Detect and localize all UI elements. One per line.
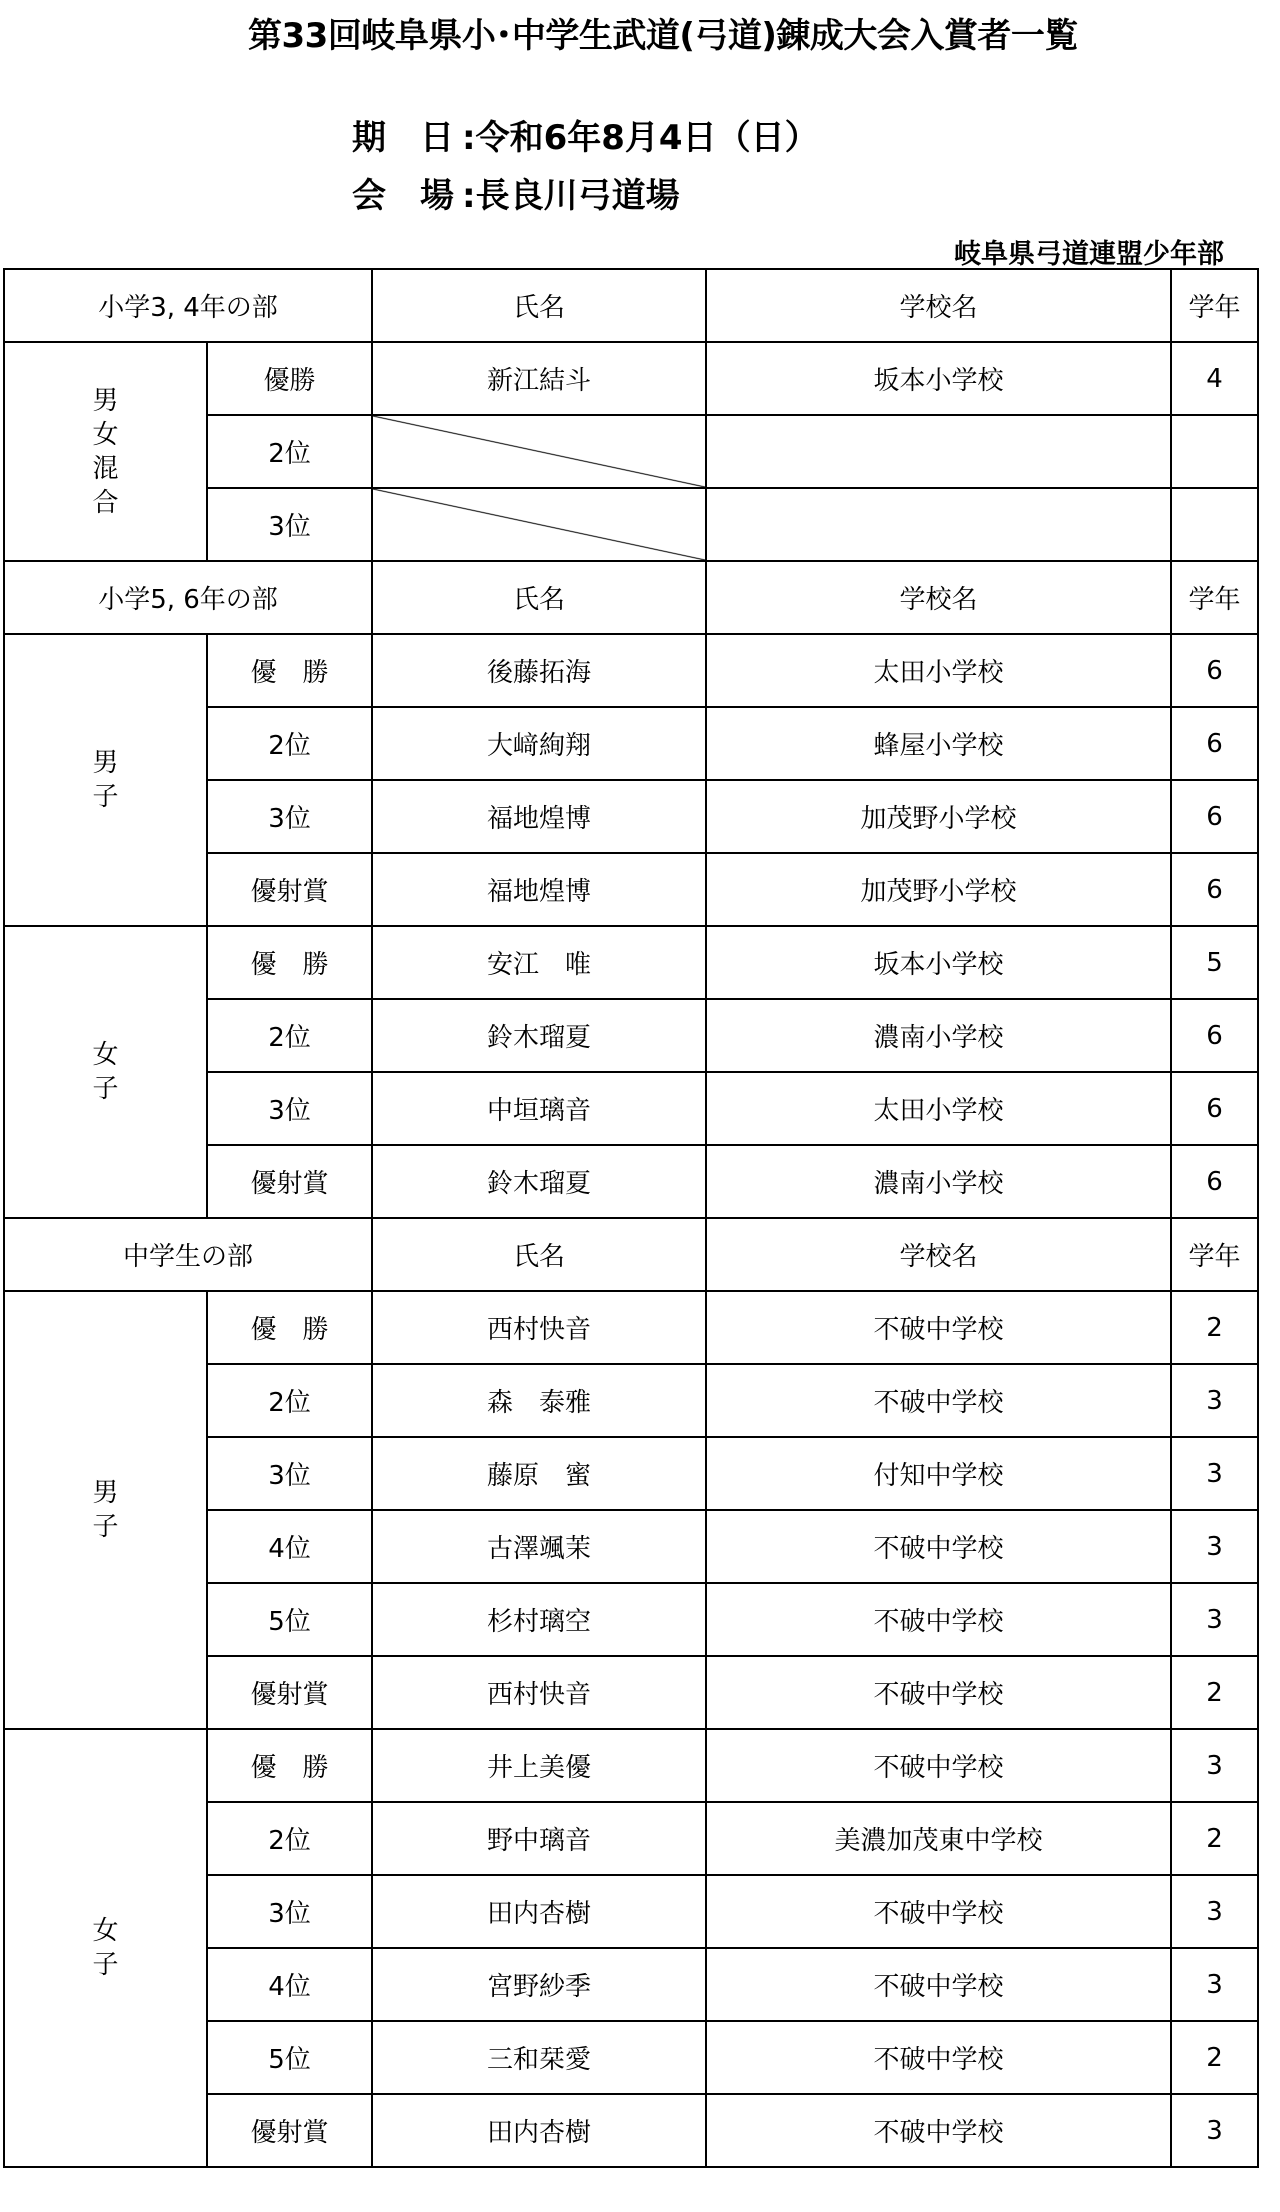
group-label-char: 子 [92, 782, 119, 812]
name-cell: 西村快音 [372, 1656, 706, 1729]
section-title: 小学3, 4年の部 [4, 269, 372, 342]
column-header-grade: 学年 [1171, 269, 1258, 342]
name-cell: 福地煌博 [372, 853, 706, 926]
school-cell: 不破中学校 [706, 1510, 1171, 1583]
name-cell: 鈴木瑠夏 [372, 999, 706, 1072]
school-cell: 太田小学校 [706, 634, 1171, 707]
name-cell: 大﨑絢翔 [372, 707, 706, 780]
grade-cell: 3 [1171, 1875, 1258, 1948]
column-header-school: 学校名 [706, 561, 1171, 634]
school-cell: 蜂屋小学校 [706, 707, 1171, 780]
group-label-char: 混 [92, 453, 119, 484]
name-cell: 宮野紗季 [372, 1948, 706, 2021]
school-cell: 不破中学校 [706, 1875, 1171, 1948]
grade-cell: 4 [1171, 342, 1258, 415]
group-label-char: 女 [92, 419, 119, 450]
grade-cell: 5 [1171, 926, 1258, 999]
school-cell: 濃南小学校 [706, 1145, 1171, 1218]
rank-cell: 優 勝 [207, 1291, 372, 1364]
school-cell: 付知中学校 [706, 1437, 1171, 1510]
school-cell: 不破中学校 [706, 1583, 1171, 1656]
rank-cell: 4位 [207, 1510, 372, 1583]
group-label-char: 合 [92, 487, 119, 518]
rank-cell: 5位 [207, 1583, 372, 1656]
grade-cell: 6 [1171, 780, 1258, 853]
grade-cell: 2 [1171, 1291, 1258, 1364]
name-cell: 野中璃音 [372, 1802, 706, 1875]
name-cell: 田内杏樹 [372, 2094, 706, 2167]
section-header-row [4, 1218, 1258, 1291]
rank-cell: 3位 [207, 780, 372, 853]
rank-cell: 優 勝 [207, 926, 372, 999]
group-label [4, 926, 207, 1218]
date-separator: : [462, 118, 476, 158]
section-title: 小学5, 6年の部 [4, 561, 372, 634]
event-venue [352, 168, 680, 217]
rank-cell: 2位 [207, 999, 372, 1072]
rank-cell: 3位 [207, 488, 372, 561]
grade-cell: 3 [1171, 1364, 1258, 1437]
rank-cell: 優射賞 [207, 1145, 372, 1218]
name-cell: 新江結斗 [372, 342, 706, 415]
grade-cell: 2 [1171, 1802, 1258, 1875]
group-label-char: 女 [92, 1916, 119, 1946]
grade-cell [1171, 488, 1258, 561]
grade-cell: 3 [1171, 1510, 1258, 1583]
rank-cell: 3位 [207, 1437, 372, 1510]
rank-cell: 2位 [207, 1364, 372, 1437]
group-label-char: 女 [92, 1040, 119, 1070]
name-cell [372, 488, 706, 561]
results-body [4, 269, 1258, 2167]
section-header-row [4, 269, 1258, 342]
venue-value: 長良川弓道場 [475, 176, 680, 216]
table-row [4, 1729, 1258, 1802]
column-header-grade: 学年 [1171, 1218, 1258, 1291]
group-label-char: 男 [92, 1478, 119, 1508]
name-cell: 井上美優 [372, 1729, 706, 1802]
grade-cell: 3 [1171, 2094, 1258, 2167]
name-cell: 福地煌博 [372, 780, 706, 853]
school-cell: 不破中学校 [706, 2021, 1171, 2094]
grade-cell: 3 [1171, 1437, 1258, 1510]
name-cell: 藤原 蜜 [372, 1437, 706, 1510]
name-cell: 田内杏樹 [372, 1875, 706, 1948]
name-cell: 三和栞愛 [372, 2021, 706, 2094]
organizer: 岐阜県弓道連盟少年部 [954, 239, 1224, 270]
table-row [4, 926, 1258, 999]
name-cell: 杉村璃空 [372, 1583, 706, 1656]
column-header-grade: 学年 [1171, 561, 1258, 634]
school-cell [706, 488, 1171, 561]
name-cell: 中垣璃音 [372, 1072, 706, 1145]
column-header-name: 氏名 [372, 561, 706, 634]
group-label [4, 634, 207, 926]
rank-cell: 優射賞 [207, 1656, 372, 1729]
table-row [4, 342, 1258, 415]
rank-cell: 優射賞 [207, 853, 372, 926]
group-label-char: 子 [92, 1512, 119, 1542]
group-label-char: 子 [92, 1074, 119, 1104]
grade-cell [1171, 415, 1258, 488]
page-title: 第33回岐阜県小･中学生武道(弓道)錬成大会入賞者一覧 [248, 16, 1078, 56]
grade-cell: 6 [1171, 707, 1258, 780]
rank-cell: 優勝 [207, 342, 372, 415]
column-header-school: 学校名 [706, 1218, 1171, 1291]
name-cell: 西村快音 [372, 1291, 706, 1364]
column-header-name: 氏名 [372, 1218, 706, 1291]
name-cell [372, 415, 706, 488]
rank-cell: 優 勝 [207, 1729, 372, 1802]
school-cell: 不破中学校 [706, 1948, 1171, 2021]
grade-cell: 6 [1171, 999, 1258, 1072]
event-date [352, 110, 819, 159]
results-table [3, 268, 1259, 2168]
rank-cell: 2位 [207, 415, 372, 488]
grade-cell: 3 [1171, 1729, 1258, 1802]
rank-cell: 3位 [207, 1875, 372, 1948]
school-cell: 加茂野小学校 [706, 780, 1171, 853]
school-cell: 不破中学校 [706, 1291, 1171, 1364]
venue-separator: : [462, 176, 476, 216]
school-cell [706, 415, 1171, 488]
name-cell: 森 泰雅 [372, 1364, 706, 1437]
table-row [4, 634, 1258, 707]
school-cell: 坂本小学校 [706, 342, 1171, 415]
school-cell: 太田小学校 [706, 1072, 1171, 1145]
name-cell: 後藤拓海 [372, 634, 706, 707]
group-label [4, 342, 207, 561]
section-header-row [4, 561, 1258, 634]
school-cell: 加茂野小学校 [706, 853, 1171, 926]
date-value: 令和6年8月4日（日） [475, 118, 819, 158]
grade-cell: 3 [1171, 1583, 1258, 1656]
name-cell: 安江 唯 [372, 926, 706, 999]
column-header-name: 氏名 [372, 269, 706, 342]
rank-cell: 優 勝 [207, 634, 372, 707]
school-cell: 美濃加茂東中学校 [706, 1802, 1171, 1875]
rank-cell: 2位 [207, 707, 372, 780]
rank-cell: 4位 [207, 1948, 372, 2021]
rank-cell: 3位 [207, 1072, 372, 1145]
rank-cell: 5位 [207, 2021, 372, 2094]
venue-label: 会 場 [352, 176, 454, 216]
date-label: 期 日 [352, 118, 454, 158]
name-cell: 古澤颯茉 [372, 1510, 706, 1583]
school-cell: 不破中学校 [706, 1364, 1171, 1437]
grade-cell: 6 [1171, 1145, 1258, 1218]
rank-cell: 2位 [207, 1802, 372, 1875]
grade-cell: 6 [1171, 634, 1258, 707]
name-cell: 鈴木瑠夏 [372, 1145, 706, 1218]
rank-cell: 優射賞 [207, 2094, 372, 2167]
grade-cell: 6 [1171, 1072, 1258, 1145]
school-cell: 坂本小学校 [706, 926, 1171, 999]
group-label-char: 男 [92, 385, 119, 416]
table-row [4, 1291, 1258, 1364]
group-label-char: 男 [92, 748, 119, 778]
column-header-school: 学校名 [706, 269, 1171, 342]
grade-cell: 3 [1171, 1948, 1258, 2021]
school-cell: 不破中学校 [706, 2094, 1171, 2167]
section-title: 中学生の部 [4, 1218, 372, 1291]
group-label [4, 1729, 207, 2167]
group-label [4, 1291, 207, 1729]
grade-cell: 6 [1171, 853, 1258, 926]
grade-cell: 2 [1171, 1656, 1258, 1729]
grade-cell: 2 [1171, 2021, 1258, 2094]
school-cell: 濃南小学校 [706, 999, 1171, 1072]
school-cell: 不破中学校 [706, 1656, 1171, 1729]
group-label-char: 子 [92, 1950, 119, 1980]
school-cell: 不破中学校 [706, 1729, 1171, 1802]
